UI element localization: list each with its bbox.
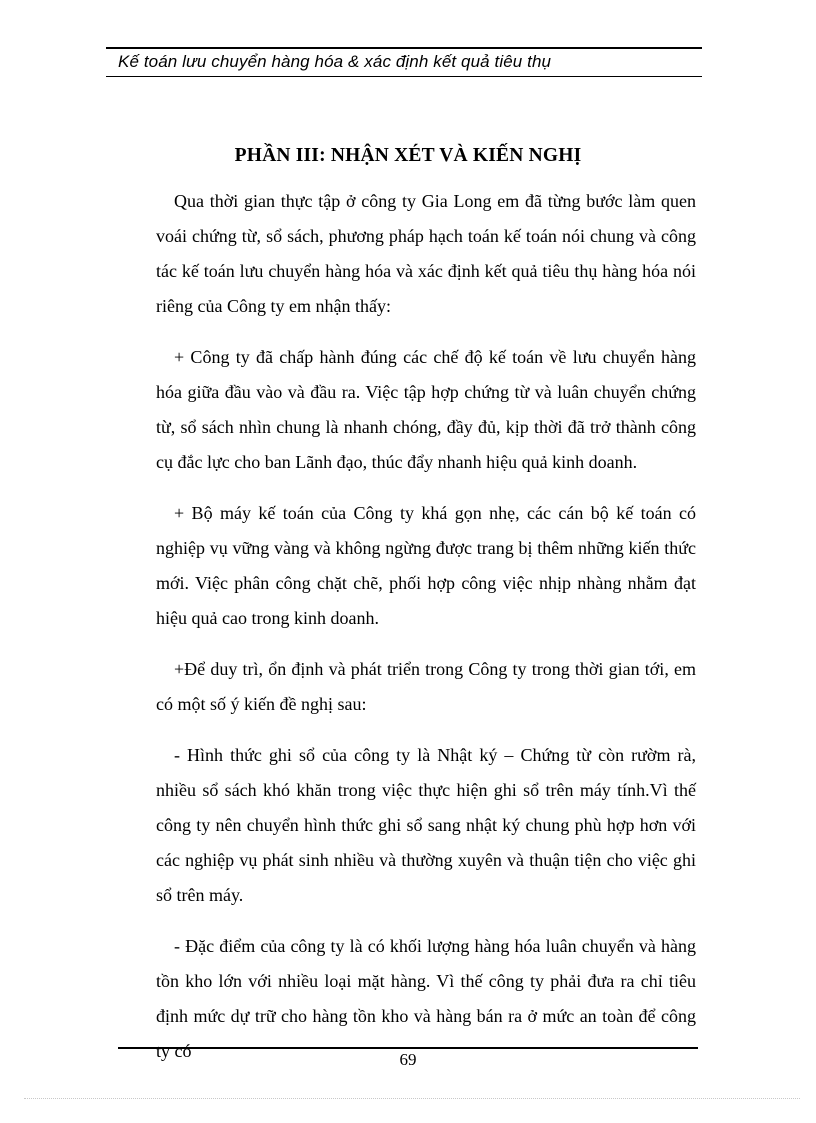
paragraph-point-1: + Công ty đã chấp hành đúng các chế độ kế toán về lưu chuyển hàng hóa giữa đầu vào và đầu ra. Việc tập hợp chứng từ và luân chuyển chứng từ, sổ sách nhìn chung là nhanh chóng, đầy đủ, kịp thời đã trở thành công cụ đắc lực cho ban Lãnh đạo, thúc đẩy nhanh hiệu quả kinh doanh. [156,347,696,472]
page-number: 69 [399,1050,417,1069]
bottom-dotted-line [24,1098,800,1099]
paragraph-point-3: +Để duy trì, ổn định và phát triển trong Công ty trong thời gian tới, em có một số ý kiến đề nghị sau: [156,659,696,714]
paragraph-point-2: + Bộ máy kế toán của Công ty khá gọn nhẹ, các cán bộ kế toán có nghiệp vụ vững vàng và không ngừng được trang bị thêm những kiến thức mới. Việc phân công chặt chẽ, phối hợp công việc nhịp nhàng nhằm đạt hiệu quả cao trong kinh doanh. [156,503,696,628]
paragraph-intro: Qua thời gian thực tập ở công ty Gia Long em đã từng bước làm quen voái chứng từ, sổ sách, phương pháp hạch toán kế toán nói chung và công tác kế toán lưu chuyển hàng hóa và xác định kết quả tiêu thụ hàng hóa nói riêng của Công ty em nhận thấy: [156,191,696,316]
section-title: PHẦN III: NHẬN XÉT VÀ KIẾN NGHỊ [234,145,582,166]
running-header: Kế toán lưu chuyển hàng hóa & xác định kết quả tiêu thụ [118,52,552,71]
header-divider [106,76,702,77]
footer-divider [118,1047,698,1049]
body-text [156,184,696,1085]
top-border [106,47,702,49]
paragraph-recommendation-1: - Hình thức ghi sổ của công ty là Nhật ký – Chứng từ còn rườm rà, nhiều sổ sách khó khăn trong việc thực hiện ghi sổ trên máy tính.Vì thế công ty nên chuyển hình thức ghi sổ sang nhật ký chung phù hợp hơn với các nghiệp vụ phát sinh nhiều và thường xuyên và thuận tiện cho việc ghi sổ trên máy. [156,745,696,905]
paragraph-recommendation-2: - Đặc điểm của công ty là có khối lượng hàng hóa luân chuyển và hàng tồn kho lớn với nhiều loại mặt hàng. Vì thế công ty phải đưa ra chỉ tiêu định mức dự trữ cho hàng tồn kho và hàng bán ra ở mức an toàn để công ty có [156,936,696,1061]
